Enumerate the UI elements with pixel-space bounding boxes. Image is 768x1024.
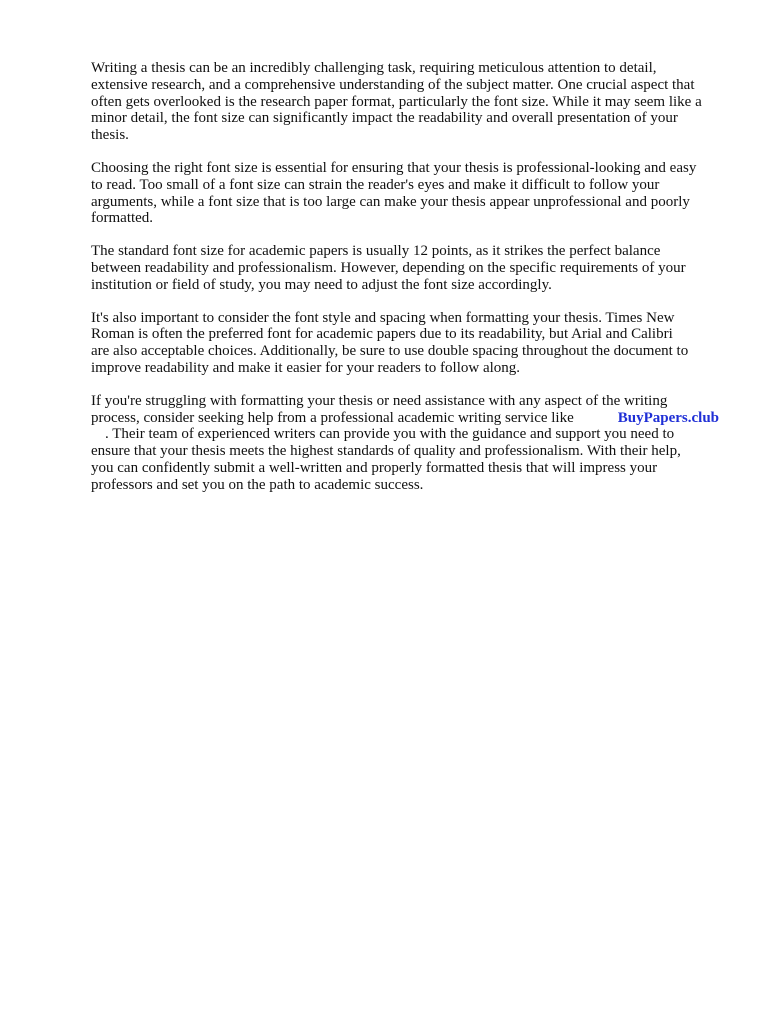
paragraph-5-line-1: If you're struggling with formatting your thesis or need assistance with any aspect of the writing (91, 392, 668, 409)
paragraph-5-line-2: process, consider seeking help from a professional academic writing service like (91, 409, 574, 426)
paragraph-5-line-2-row (91, 410, 731, 427)
paragraph-5-after-link: . Their team of experienced writers can provide you with the guidance and support you need to ensure that your thesis meets the highest standards of quality and professionalism. With their help, you can confidently submit a well-written and properly formatted thesis that will impress your professors and set you on the path to academic success. (91, 426, 681, 493)
paragraph-2: Choosing the right font size is essential for ensuring that your thesis is professional-looking and easy to read. Too small of a font size can strain the reader's eyes and make it difficult to follow your arguments, while a font size that is too large can make your thesis appear unprofessional and poorly formatted. (91, 159, 697, 227)
paragraph-5 (91, 393, 731, 494)
paragraph-3: The standard font size for academic papers is usually 12 points, as it strikes the perfect balance between readability and professionalism. However, depending on the specific requirements of your institution or field of study, you may need to adjust the font size accordingly. (91, 243, 686, 293)
buypapers-link[interactable]: BuyPapers.club (617, 409, 719, 426)
paragraph-5-after-link-row (91, 426, 731, 493)
document-body (91, 60, 731, 494)
paragraph-4: It's also important to consider the font style and spacing when formatting your thesis. Times New Roman is often the preferred font for academic papers due to its readability, but Arial and Calibri are also acceptable choices. Additionally, be sure to use double spacing throughout the document to improve readability and make it easier for your readers to follow along. (91, 309, 689, 376)
paragraph-1: Writing a thesis can be an incredibly challenging task, requiring meticulous attention to detail, extensive research, and a comprehensive understanding of the subject matter. One crucial aspect that often gets overlooked is the research paper format, particularly the font size. While it may seem like a minor detail, the font size can significantly impact the readability and overall presentation of your thesis. (91, 60, 702, 144)
